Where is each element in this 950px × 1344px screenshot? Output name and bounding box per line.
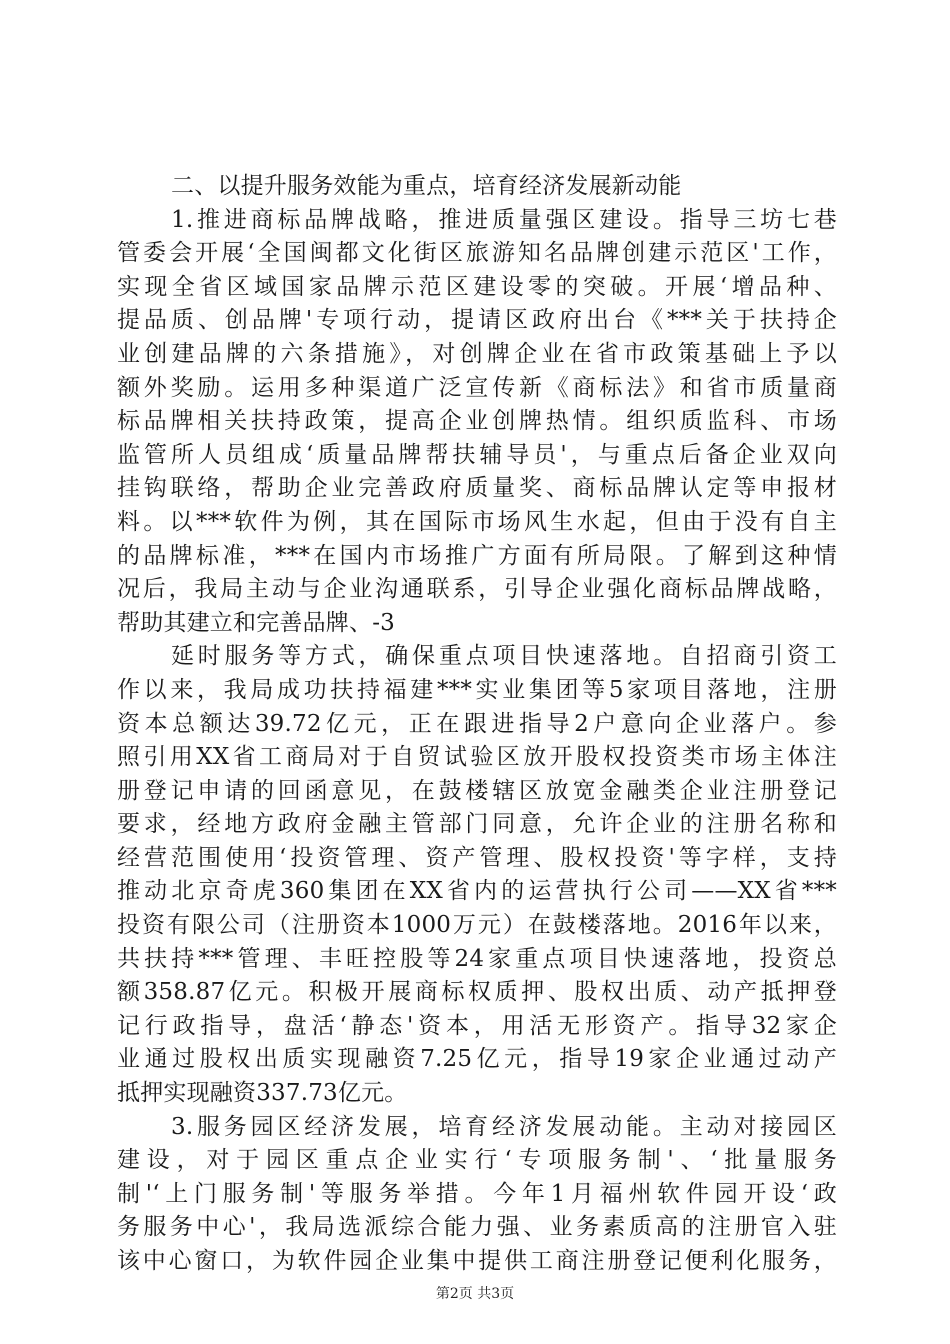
text-line: 记行政指导，盘活‘静态'资本，用活无形资产。指导32家企 [117,1012,837,1039]
text-line: 额358.87亿元。积极开展商标权质押、股权出质、动产抵押登 [117,979,837,1006]
text-line: 业创建品牌的六条措施》，对创牌企业在省市政策基础上予以 [117,340,837,367]
text-line: 该中心窗口，为软件园企业集中提供工商注册登记便利化服务， [117,1248,837,1274]
text-line: 3.服务园区经济发展，培育经济发展动能。主动对接园区 [171,1113,837,1140]
text-line: 标品牌相关扶持政策，提高企业创牌热情。组织质监科、市场 [117,408,837,435]
text-line: 抵押实现融资337.73亿元。 [117,1080,408,1107]
page-footer: 第2页 共3页 [435,1286,515,1302]
document-body [117,170,837,1279]
text-line: 业通过股权出质实现融资7.25亿元，指导19家企业通过动产 [117,1046,837,1073]
text-line: 投资有限公司（注册资本1000万元）在鼓楼落地。2016年以来， [117,912,837,939]
text-line: 二、以提升服务效能为重点，培育经济发展新动能 [171,173,682,199]
text-line: 额外奖励。运用多种渠道广泛宣传新《商标法》和省市质量商 [117,374,837,401]
text-line: 提品质、创品牌'专项行动，提请区政府出台《***关于扶持企 [117,307,837,334]
text-line: 资本总额达39.72亿元，正在跟进指导2户意向企业落户。参 [117,710,837,737]
text-line: 共扶持***管理、丰旺控股等24家重点项目快速落地，投资总 [117,945,837,972]
text-line: 照引用XX省工商局对于自贸试验区放开股权投资类市场主体注 [117,744,837,771]
text-line: 1.推进商标品牌战略，推进质量强区建设。指导三坊七巷 [171,206,837,233]
text-line: 的品牌标准，***在国内市场推广方面有所局限。了解到这种情 [117,542,837,569]
text-line: 推动北京奇虎360集团在XX省内的运营执行公司——XX省*** [117,878,837,905]
text-line: 挂钩联络，帮助企业完善政府质量奖、商标品牌认定等申报材 [117,475,837,502]
text-line: 实现全省区域国家品牌示范区建设零的突破。开展‘增品种、 [117,273,837,300]
text-line: 作以来，我局成功扶持福建***实业集团等5家项目落地，注册 [117,676,837,703]
text-line: 监管所人员组成‘质量品牌帮扶辅导员'，与重点后备企业双向 [117,441,837,468]
text-line: 建设，对于园区重点企业实行‘专项服务制'、‘批量服务 [117,1147,837,1174]
text-line: 经营范围使用‘投资管理、资产管理、股权投资'等字样，支持 [117,844,837,871]
text-line: 况后，我局主动与企业沟通联系，引导企业强化商标品牌战略， [117,576,837,603]
text-line: 册登记申请的回函意见，在鼓楼辖区放宽金融类企业注册登记 [117,777,837,804]
text-line: 料。以***软件为例，其在国际市场风生水起，但由于没有自主 [117,508,837,535]
text-line: 延时服务等方式，确保重点项目快速落地。自招商引资工 [171,643,837,670]
text-line: 制'‘上门服务制'等服务举措。今年1月福州软件园开设‘政 [117,1180,837,1207]
text-line: 务服务中心'，我局选派综合能力强、业务素质高的注册官入驻 [117,1214,837,1241]
text-line: 管委会开展‘全国闽都文化街区旅游知名品牌创建示范区'工作， [117,240,837,267]
text-line: 帮助其建立和完善品牌、-3 [117,609,396,636]
text-line: 要求，经地方政府金融主管部门同意，允许企业的注册名称和 [117,811,837,838]
